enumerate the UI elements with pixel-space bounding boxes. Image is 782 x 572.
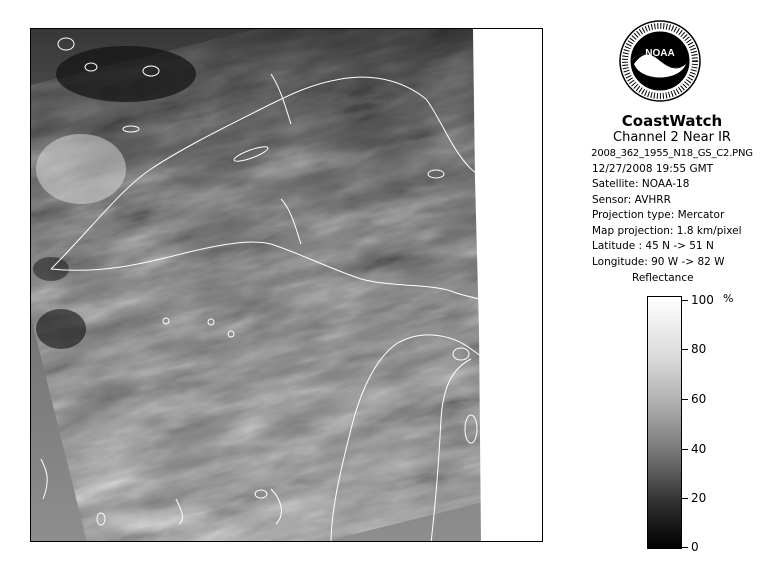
legend-tick-label: 20 — [691, 491, 707, 505]
file-name: 2008_362_1955_N18_GS_C2.PNG — [591, 148, 753, 159]
legend-tick-label: 0 — [691, 540, 699, 554]
longitude-label: Longitude: 90 W -> 82 W — [592, 255, 725, 268]
acquisition-datetime: 12/27/2008 19:55 GMT — [592, 162, 714, 175]
legend-tick — [682, 449, 688, 450]
channel-subtitle: Channel 2 Near IR — [613, 130, 731, 145]
latitude-label: Latitude : 45 N -> 51 N — [592, 240, 714, 252]
cloud-texture — [31, 29, 543, 542]
product-title: CoastWatch — [621, 112, 723, 130]
legend-unit: % — [723, 292, 734, 305]
sensor-label: Sensor: AVHRR — [592, 193, 671, 206]
legend-tick-label: 60 — [691, 392, 707, 406]
legend-tick-label: 100 — [691, 293, 714, 307]
legend-tick-label: 40 — [691, 442, 707, 456]
image-metadata — [562, 112, 782, 270]
legend-tick-label: 80 — [691, 342, 707, 356]
legend-tick — [682, 300, 688, 301]
noaa-logo — [619, 20, 701, 102]
noaa-seal-icon — [619, 20, 701, 102]
satellite-image — [30, 28, 543, 542]
legend-tick — [682, 547, 688, 548]
legend-tick — [682, 498, 688, 499]
reflectance-colorbar — [647, 296, 682, 549]
map-projection-label: Map projection: 1.8 km/pixel — [592, 224, 742, 237]
projection-type-label: Projection type: Mercator — [592, 209, 725, 221]
legend-tick — [682, 399, 688, 400]
noaa-logo-text: NOAA — [645, 48, 675, 59]
satellite-label: Satellite: NOAA-18 — [592, 178, 690, 190]
satellite-map-svg — [31, 29, 543, 542]
legend-tick — [682, 349, 688, 350]
legend-title: Reflectance — [632, 272, 694, 284]
no-data-region — [473, 29, 543, 542]
